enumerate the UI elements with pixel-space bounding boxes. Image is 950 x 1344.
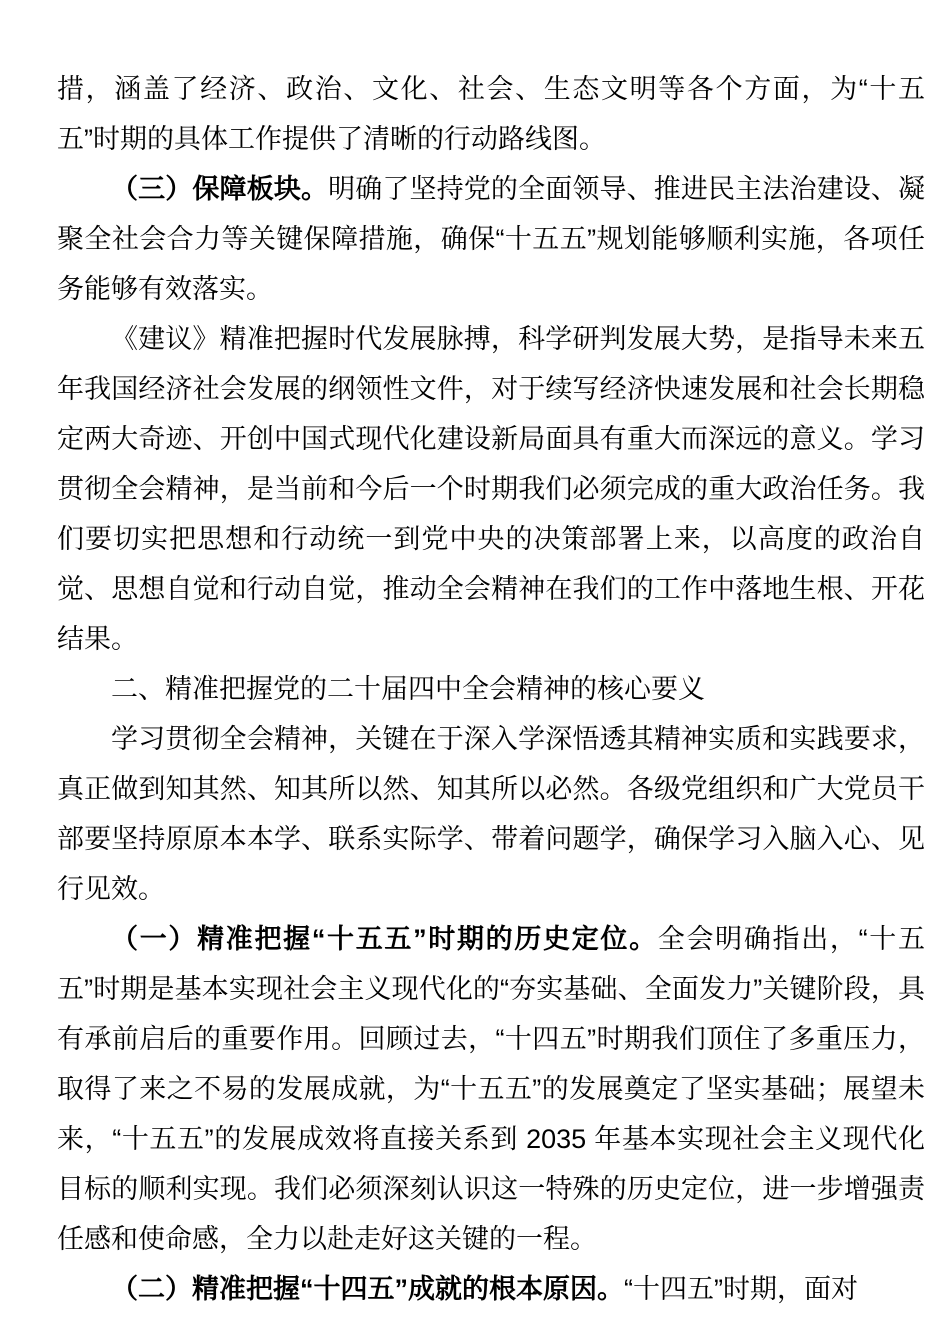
text-run: 《建议》精准把握时代发展脉搏，科学研判发展大势，是指导未来五年我国经济社会发展的纲领性文件，对于续写经济快速发展和社会长期稳定两大奇迹、开创中国式现代化建设新局面具有重大而深远的意义。学习贯彻全会精神，是当前和今后一个时期我们必须完成的重大政治任务。我们要切实把思想和行动统一到党中央的决策部署上来，以高度的政治自觉、思想自觉和行动自觉，推动全会精神在我们的工作中落地生根、开花结果。 — [57, 324, 925, 654]
text-run: 学习贯彻全会精神，关键在于深入学深悟透其精神实质和实践要求，真正做到知其然、知其所以然、知其所以必然。各级党组织和广大党员干部要坚持原原本本学、联系实际学、带着问题学，确保学习入脑入心、见行见效。 — [57, 724, 925, 904]
paragraph — [57, 1264, 925, 1314]
text-run: 明确了坚持党的全面领导、推进民主法治建设、凝聚全社会合力等关键保障措施，确保“十五五”规划能够顺利实施，各项任务能够有效落实。 — [57, 174, 926, 304]
paragraph — [57, 164, 925, 314]
bold-text-run: （一）精准把握“十五五”时期的历史定位。 — [111, 924, 658, 954]
bold-text-run: （二）精准把握“十四五”成就的根本原因。 — [111, 1274, 624, 1304]
bold-text-run: （三）保障板块。 — [111, 174, 329, 204]
paragraph — [57, 914, 925, 1264]
document-text — [57, 64, 925, 1314]
text-run: 措，涵盖了经济、政治、文化、社会、生态文明等各个方面，为“十五五”时期的具体工作提供了清晰的行动路线图。 — [57, 74, 925, 154]
paragraph — [57, 314, 925, 664]
section-heading — [57, 664, 925, 714]
text-run: “十四五”时期，面对 — [624, 1274, 858, 1304]
text-run: 二、精准把握党的二十届四中全会精神的核心要义 — [111, 674, 705, 704]
paragraph — [57, 714, 925, 914]
paragraph — [57, 64, 925, 164]
text-run: 全会明确指出，“十五五”时期是基本实现社会主义现代化的“夯实基础、全面发力”关键阶段，具有承前启后的重要作用。回顾过去，“十四五”时期我们顶住了多重压力，取得了来之不易的发展成就，为“十五五”的发展奠定了坚实基础；展望未来，“十五五”的发展成效将直接关系到 2035 年基本实现社会主义现代化目标的顺利实现。我们必须深刻认识这一特殊的历史定位，进一步增强责任感和使命感，全力以赴走好这关键的一程。 — [57, 924, 925, 1254]
